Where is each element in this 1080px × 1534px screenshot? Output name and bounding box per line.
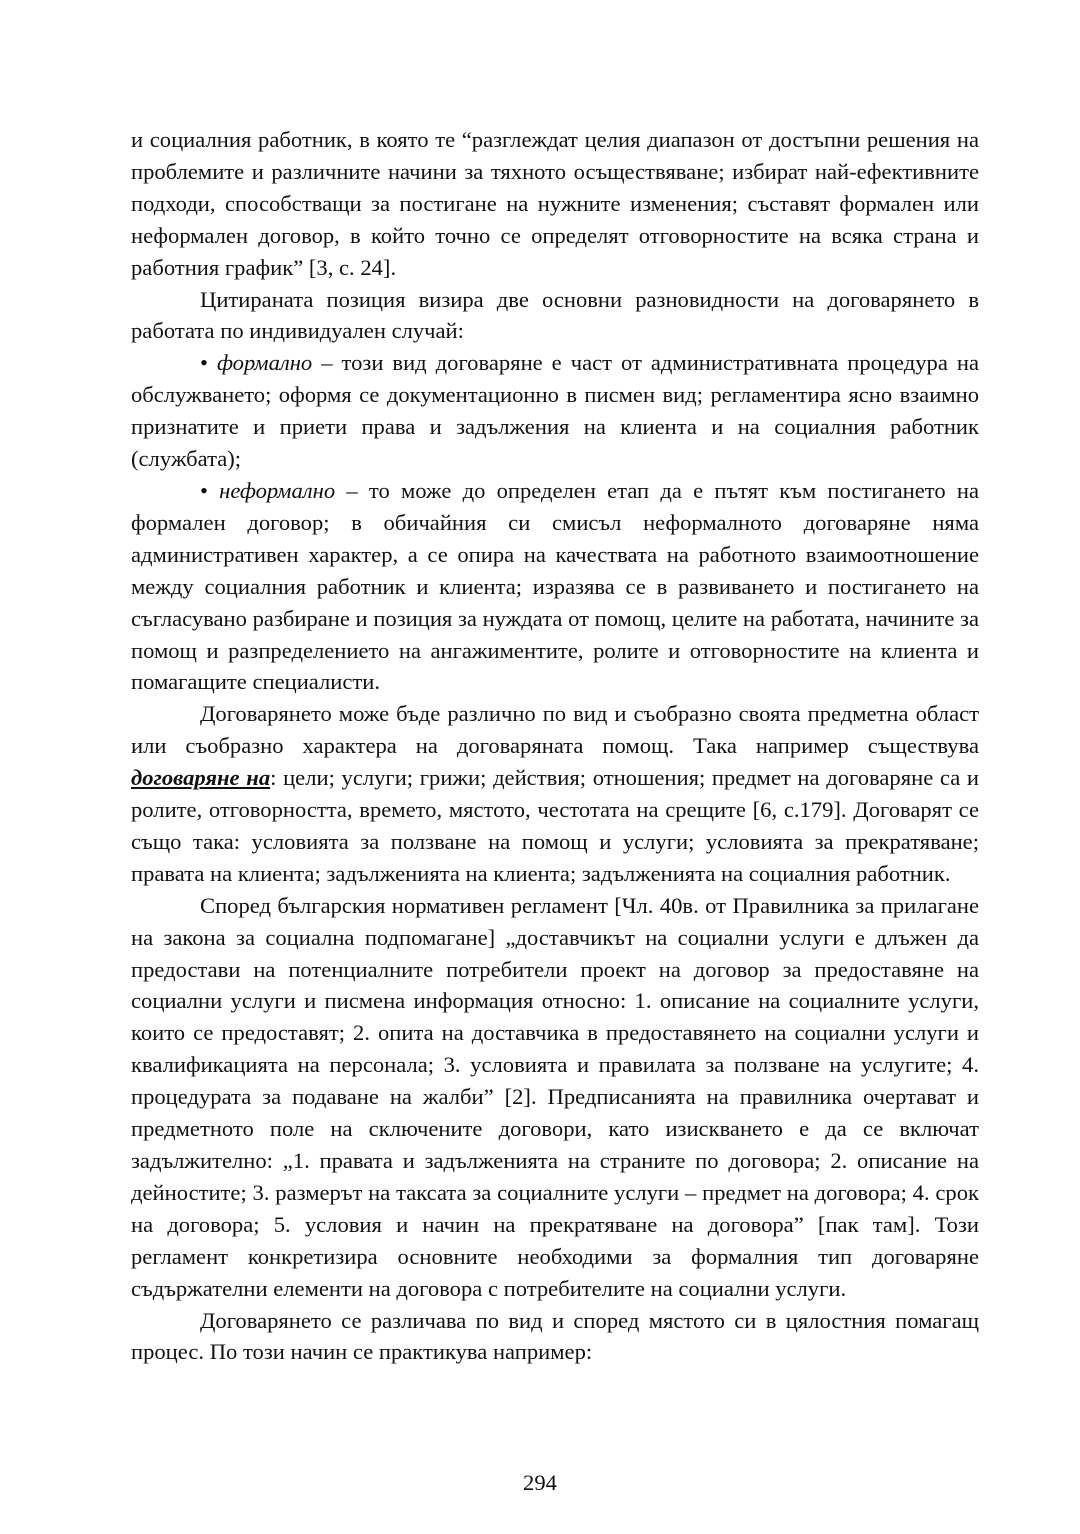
bullet-text-informal: – то може до определен етап да е пътят към постигането на формален договор; в обичайния си смисъл неформалното договаряне няма административен характер, а се опира на качествата на работното взаимоотношение между социалния работник и клиента; изразява се в развиването и постигането на съгласувано разбиране и позиция за нуждата от помощ, целите на работата, начините за помощ и разпределението на ангажиментите, ролите и отговорностите на клиента и помагащите специалисти. (131, 477, 979, 695)
paragraph-6: Според българския нормативен регламент [Чл. 40в. от Правилника за прилагане на закона за социална подпомагане] „доставчикът на социални услуги е длъжен да предостави на потенциалните потребители проект на договор за предоставяне на социални услуги и писмена информация относно: 1. описание на социалните услуги, които се предоставят; 2. опита на доставчика в предоставянето на социални услуги и квалификацията на персонала; 3. условията и правилата за ползване на услугите; 4. процедурата за подаване на жалби” [2]. Предписанията на правилника очертават и предметното поле на сключените договори, като изискването е да се включат задължително: „1. правата и задълженията на страните по договора; 2. описание на дейностите; 3. размерът на таксата за социалните услуги – предмет на договора; 4. срок на договора; 5. условия и начин на прекратяване на договора” [пак там]. Този регламент конкретизира основните необходими за формалния тип договаряне съдържателни елементи на договора с потребителите на социални услуги. (131, 892, 979, 1301)
bullet-item-informal (131, 475, 979, 698)
paragraph-5 (131, 698, 979, 889)
emphasis-negotiation-of: договаряне на (131, 765, 271, 791)
paragraph-5-after: : цели; услуги; грижи; действия; отношения; предмет на договаряне са и ролите, отговорността, времето, мястото, честотата на срещите [6, с.179]. Договарят се също така: условията за ползване на помощ и услуги; условията за прекратяване; правата на клиента; задълженията на клиента; задълженията на социалния работник. (131, 765, 980, 886)
document-page (131, 124, 979, 1368)
paragraph-1: и социалния работник, в която те “разглеждат целия диапазон от достъпни решения на проблемите и различните начини за тяхното осъществяване; избират най-ефективните подходи, способстващи за постигане на нужните изменения; съставят формален или неформален договор, в който точно се определят отговорностите на всяка страна и работния график” [3, с. 24]. (131, 127, 979, 280)
paragraph-2: Цитираната позиция визира две основни разновидности на договарянето в работата по индивидуален случай: (131, 286, 979, 344)
bullet-glyph: • (200, 350, 208, 376)
paragraph-5-before: Договарянето може бъде различно по вид и съобразно своята предметна област или съобразно характера на договаряната помощ. Така например съществува (131, 701, 979, 759)
page-number: 294 (523, 1470, 557, 1495)
bullet-glyph: • (200, 477, 208, 503)
bullet-item-formal (131, 347, 979, 475)
term-informal: неформално (219, 477, 336, 503)
term-formal: формално (216, 350, 313, 376)
bullet-text-formal: – този вид договаряне е част от административната процедура на обслужването; оформя се документационно в писмен вид; регламентира ясно взаимно признатите и приети права и задължения на клиента и на социалния работник (службата); (131, 350, 979, 472)
paragraph-7: Договарянето се различава по вид и според мястото си в цялостния помагащ процес. По този начин се практикува например: (131, 1307, 979, 1365)
